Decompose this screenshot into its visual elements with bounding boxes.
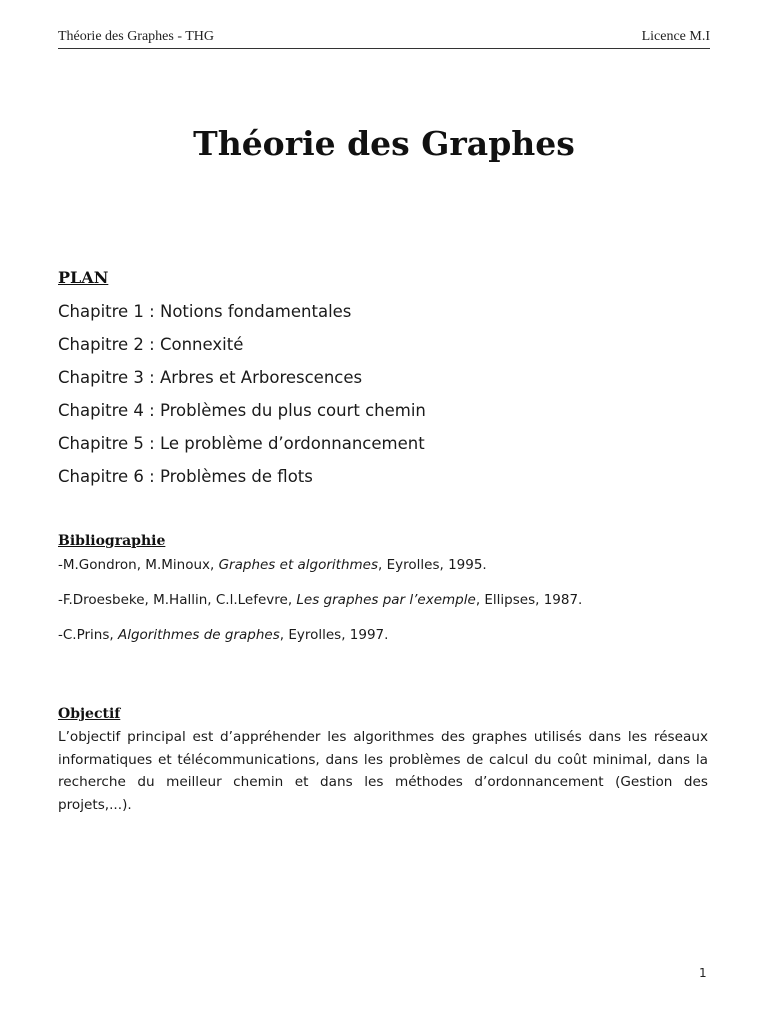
chapter-item: Chapitre 4 : Problèmes du plus court chemin bbox=[58, 401, 426, 420]
entry-publisher: , Eyrolles, 1995. bbox=[378, 557, 487, 573]
objective-heading: Objectif bbox=[58, 706, 121, 722]
entry-title: Graphes et algorithmes bbox=[218, 557, 379, 573]
bibliography-entry bbox=[58, 589, 582, 624]
document-title: Théorie des Graphes bbox=[193, 124, 575, 163]
chapter-item: Chapitre 3 : Arbres et Arborescences bbox=[58, 368, 363, 387]
objective-paragraph: L’objectif principal est d’appréhender les algorithmes des graphes utilisés dans les réseaux informatiques et télécommunications, dans les problèmes de calcul du coût minimal, dans la recherche du meilleur chemin et dans les méthodes d’ordonnancement (Gestion des projets,...). bbox=[58, 729, 708, 813]
bibliography-entry bbox=[58, 624, 582, 659]
entry-authors: -M.Gondron, M.Minoux, bbox=[58, 557, 219, 573]
bibliography-heading: Bibliographie bbox=[58, 533, 166, 549]
entry-authors: -C.Prins, bbox=[58, 627, 118, 643]
running-header bbox=[58, 28, 710, 49]
header-level: Licence M.I bbox=[641, 29, 710, 44]
entry-authors: -F.Droesbeke, M.Hallin, C.l.Lefevre, bbox=[58, 592, 297, 608]
entry-title: Algorithmes de graphes bbox=[117, 627, 280, 643]
chapter-item: Chapitre 6 : Problèmes de flots bbox=[58, 467, 313, 486]
bibliography-entry bbox=[58, 554, 582, 589]
plan-heading: PLAN bbox=[58, 268, 109, 287]
entry-publisher: , Eyrolles, 1997. bbox=[279, 627, 389, 643]
header-course-title: Théorie des Graphes - THG bbox=[58, 29, 215, 44]
bibliography-list bbox=[58, 554, 582, 659]
chapter-item: Chapitre 1 : Notions fondamentales bbox=[58, 302, 352, 321]
entry-title: Les graphes par l’exemple bbox=[296, 592, 476, 608]
chapter-item: Chapitre 5 : Le problème d’ordonnancement bbox=[58, 434, 425, 453]
page-number: 1 bbox=[699, 966, 707, 980]
entry-publisher: , Ellipses, 1987. bbox=[475, 592, 583, 608]
chapter-list bbox=[58, 298, 426, 496]
chapter-item: Chapitre 2 : Connexité bbox=[58, 335, 244, 354]
